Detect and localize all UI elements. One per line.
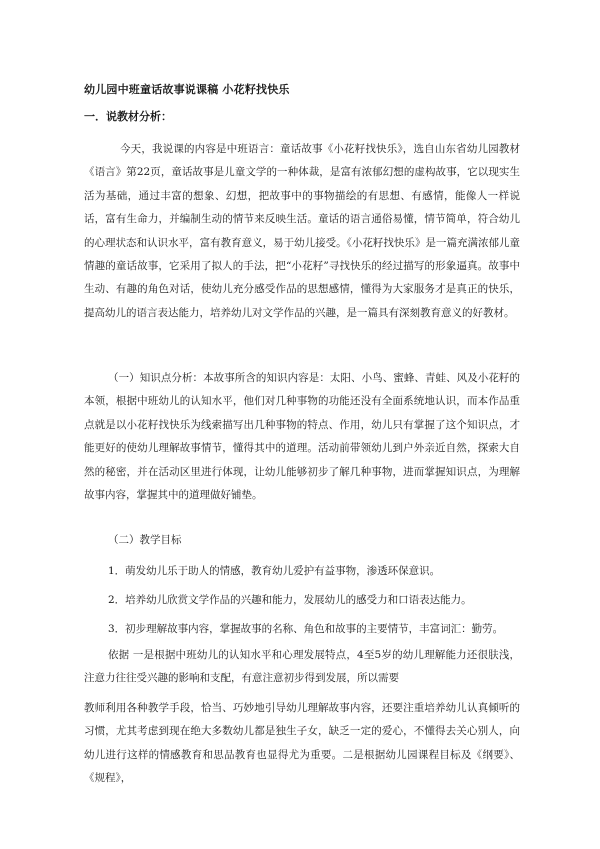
document-title: 幼儿园中班童话故事说课稿 小花籽找快乐: [84, 83, 290, 96]
goal-item-1: 1．萌发幼儿乐于助人的情感，教育幼儿爱护有益事物，渗透环保意识。: [108, 565, 441, 577]
section-heading-textbook-analysis: 一．说教材分析：: [84, 110, 172, 123]
goal-item-3: 3．初步理解故事内容，掌握故事的名称、角色和故事的主要情节，丰富词汇：勤劳。: [108, 623, 504, 635]
paragraph-teaching-methods: 教师利用各种教学手段，恰当、巧妙地引导幼儿理解故事内容，还要注重培养幼儿认真倾听的习惯，尤其考虑到现在绝大多数幼儿都是独生子女，缺乏一定的爱心，不懂得去关心别人，向幼儿进行这样的情感教育和思品教育也显得尤为重要。二是根据幼儿园课程目标及《纲要》、《规程》，: [84, 702, 520, 785]
goal-item-2: 2．培养幼儿欣赏文学作品的兴趣和能力，发展幼儿的感受力和口语表达能力。: [108, 594, 472, 606]
paragraph-knowledge-analysis: （一）知识点分析：本故事所含的知识内容是：太阳、小鸟、蜜蜂、青蛙、风及小花籽的本领，根据中班幼儿的认知水平，他们对几种事物的功能还没有全面系统地认识，而本作品重点就是以小花籽找快乐为线索描写出几种事物的特点、作用，幼儿只有掌握了这个知识点，才能更好的使幼儿理解故事情节，懂得其中的道理。活动前带领幼儿到户外亲近自然，探索大自然的秘密，并在活动区里进行体现，让幼儿能够初步了解几种事物，进而掌握知识点，为理解故事内容，掌握其中的道理做好铺垫。: [84, 372, 520, 502]
sub-heading-teaching-goals: （二）教学目标: [108, 534, 182, 546]
paragraph-basis: 依据 一是根据中班幼儿的认知水平和心理发展特点，4至5岁的幼儿理解能力还很肤浅，注意力往往受兴趣的影响和支配，有意注意初步得到发展，所以需要: [84, 649, 520, 685]
paragraph-intro: 今天，我说课的内容是中班语言：童话故事《小花籽找快乐》，选自山东省幼儿园教材《语言》第22页，童话故事是儿童文学的一种体裁，是富有浓郁幻想的虚构故事，它以现实生活为基础，通过丰富的想象、幻想，把故事中的事物描绘的有思想、有感情，能像人一样说话，富有生命力，并编制生动的情节来反映生活。童话的语言通俗易懂，情节简单，符合幼儿的心理状态和认识水平，富有教育意义，易于幼儿接受。《小花籽找快乐》是一篇充满浓郁儿童情趣的童话故事，它采用了拟人的手法，把“小花籽”寻找快乐的经过描写的形象逼真。故事中生动、有趣的角色对话，使幼儿充分感受作品的思想感情，懂得为大家服务才是真正的快乐，提高幼儿的语言表达能力，培养幼儿对文学作品的兴趣，是一篇具有深刻教育意义的好教材。: [84, 143, 520, 319]
